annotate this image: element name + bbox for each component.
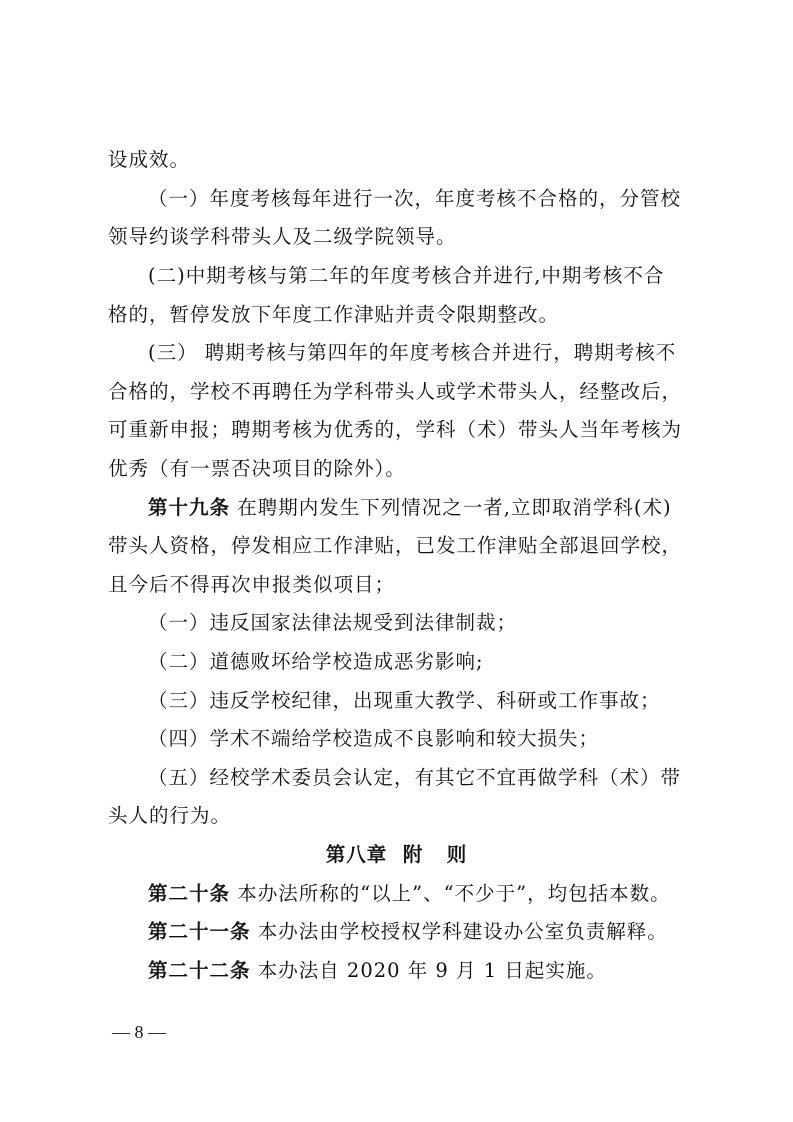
list-item: （一）违反国家法律法规受到法律制裁； <box>148 611 518 634</box>
paragraph-line: (二)中期考核与第二年的年度考核合并进行,中期考核不合 <box>148 264 665 287</box>
paragraph-line: 领导约谈学科带头人及二级学院领导。 <box>108 225 457 248</box>
paragraph-line: 且今后不得再次申报类似项目； <box>108 573 396 596</box>
article-text: 在聘期内发生下列情况之一者,立即取消学科(术) <box>230 496 672 519</box>
article-text: 本办法所称的“以上”、“不少于”，均包括本数。 <box>230 882 671 905</box>
article-20-line <box>148 882 700 906</box>
article-number: 第二十一条 <box>148 920 251 943</box>
article-number: 第二十条 <box>148 882 231 905</box>
article-21-line <box>148 920 700 944</box>
list-item: （二）道德败坏给学校造成恶劣影响; <box>148 650 484 673</box>
list-item: （五）经校学术委员会认定，有其它不宜再做学科（术）带 <box>148 766 682 789</box>
article-number: 第十九条 <box>148 496 231 519</box>
chapter-heading: 第八章 附 则 <box>325 843 468 866</box>
paragraph-line: 可重新申报；聘期考核为优秀的，学科（术）带头人当年考核为 <box>108 418 683 441</box>
article-text: 本办法由学校授权学科建设办公室负责解释。 <box>250 920 668 943</box>
paragraph-line: (三） 聘期考核与第四年的年度考核合并进行，聘期考核不 <box>148 341 677 364</box>
article-text: 本办法自 2020 年 9 月 1 日起实施。 <box>250 959 607 982</box>
article-22-line <box>148 959 700 983</box>
list-item: （三）违反学校纪律，出现重大教学、科研或工作事故； <box>148 689 661 712</box>
paragraph-line: 格的，暂停发放下年度工作津贴并责令限期整改。 <box>108 303 560 326</box>
page-number: — 8 — <box>112 1022 166 1042</box>
paragraph-line: 合格的，学校不再聘任为学科带头人或学术带头人，经整改后， <box>108 380 683 403</box>
list-item: （四）学术不端给学校造成不良影响和较大损失； <box>148 727 600 750</box>
paragraph-line: 设成效。 <box>108 148 191 171</box>
paragraph-line: （一）年度考核每年进行一次，年度考核不合格的，分管校 <box>148 187 682 210</box>
paragraph-line: 优秀（有一票否决项目的除外）。 <box>108 457 406 480</box>
paragraph-line: 头人的行为。 <box>108 804 232 827</box>
article-19-line <box>148 496 700 520</box>
article-number: 第二十二条 <box>148 959 251 982</box>
paragraph-line: 带头人资格，停发相应工作津贴，已发工作津贴全部退回学校， <box>108 534 683 557</box>
